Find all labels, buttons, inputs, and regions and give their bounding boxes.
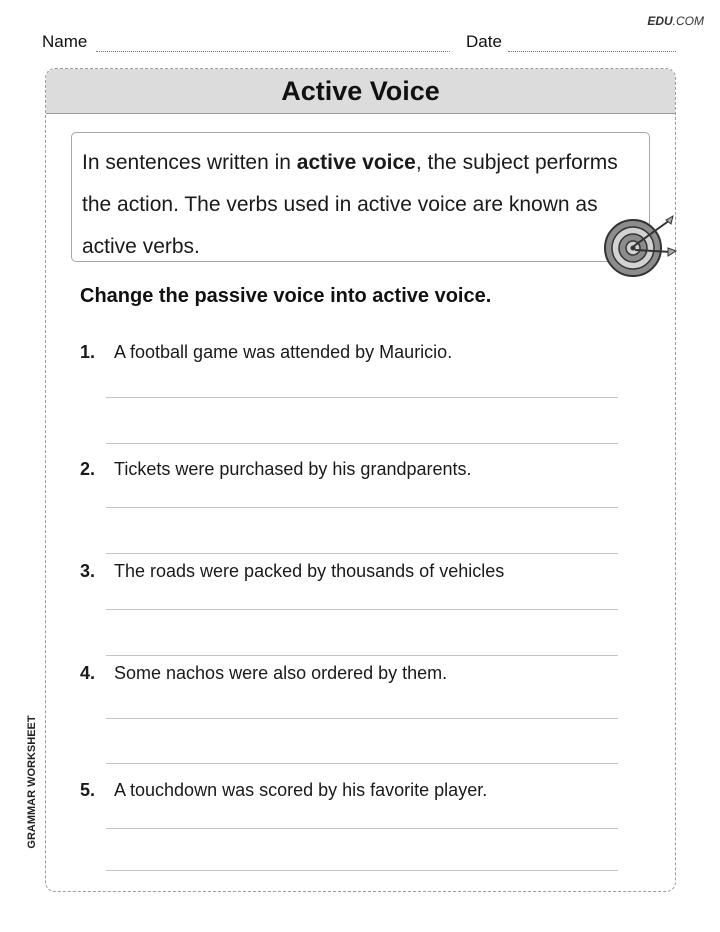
- answer-line[interactable]: [106, 443, 618, 444]
- answer-line[interactable]: [106, 763, 618, 764]
- page-title: Active Voice: [46, 69, 675, 114]
- definition-text-start: In sentences written in: [82, 151, 297, 174]
- question-2: [80, 459, 472, 480]
- answer-line[interactable]: [106, 397, 618, 398]
- question-3: [80, 561, 504, 582]
- definition-term: active voice: [296, 151, 416, 174]
- brand-rest: .COM: [672, 14, 704, 28]
- date-label: Date: [466, 32, 502, 51]
- answer-line[interactable]: [106, 507, 618, 508]
- answer-line[interactable]: [106, 718, 618, 719]
- question-text: The roads were packed by thousands of vehicles: [114, 561, 505, 581]
- question-number: 2.: [80, 459, 96, 479]
- definition-box: [71, 132, 650, 262]
- question-4: [80, 663, 447, 684]
- question-text: Some nachos were also ordered by them.: [114, 663, 448, 683]
- question-number: 4.: [80, 663, 96, 683]
- brand-logo: [647, 14, 704, 28]
- definition-text-end: , the subject performs the action. The verbs used in active voice are known as active verbs.: [82, 151, 618, 258]
- question-number: 3.: [80, 561, 96, 581]
- question-text: A football game was attended by Mauricio.: [114, 342, 453, 362]
- answer-line[interactable]: [106, 609, 618, 610]
- name-line: [96, 51, 450, 52]
- answer-line[interactable]: [106, 870, 618, 871]
- answer-line[interactable]: [106, 553, 618, 554]
- question-number: 5.: [80, 780, 96, 800]
- date-line: [508, 51, 676, 52]
- answer-line[interactable]: [106, 655, 618, 656]
- brand-bold: EDU: [647, 14, 673, 28]
- answer-line[interactable]: [106, 828, 618, 829]
- question-text: Tickets were purchased by his grandparents.: [114, 459, 472, 479]
- worksheet-type-label: GRAMMAR WORKSHEET: [26, 715, 38, 849]
- question-number: 1.: [80, 342, 96, 362]
- target-with-arrows-icon: [600, 210, 678, 282]
- name-label: Name: [42, 32, 88, 51]
- instruction: Change the passive voice into active voice.: [80, 285, 492, 307]
- question-text: A touchdown was scored by his favorite player.: [114, 780, 488, 800]
- question-5: [80, 780, 487, 801]
- question-1: [80, 342, 452, 363]
